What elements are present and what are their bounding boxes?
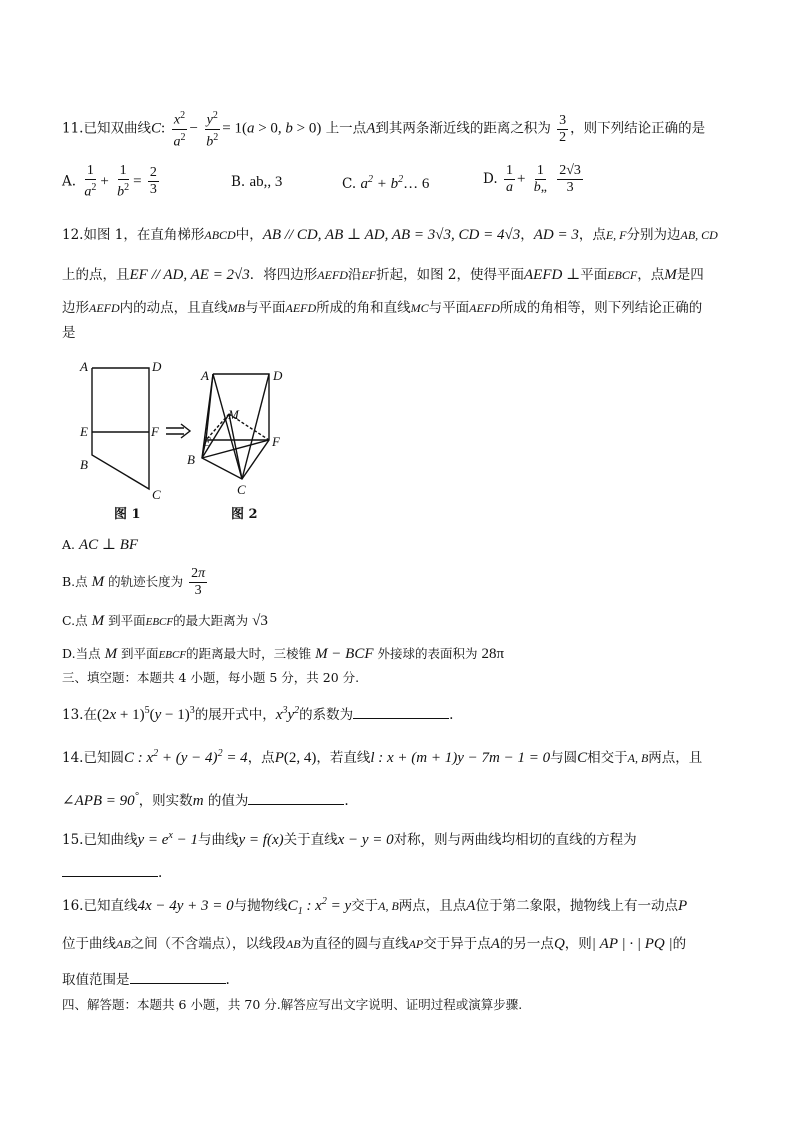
fig1-label-d: D [152,359,162,374]
q15-answer-blank[interactable] [62,862,158,877]
fig2-label-d: D [273,368,283,383]
q15-line2: . [62,862,162,883]
q12-line2: 上的点，且EF // AD, AE = 2√3．将四边形AEFD沿EF折起，如图 2，使得平面AEFD ⊥平面EBCF，点M是四 [62,267,704,283]
fig2-label-c: C [237,482,246,497]
q11-stem: 11.已知双曲线C: $\frac{x^2}{a^2}$ − $\frac{y^2}{b^2}$ = 1(a > 0, b > 0) 上一点A到其两条渐近线的距离之积为 $\frac{3}{2}$ ，则下列结论正确的是 [62,110,706,150]
fig1-label-e: E [80,424,88,439]
q12-option-d: D.当点 M 到平面EBCF的距离最大时，三棱锥 M − BCF 外接球的表面积为 28π [62,646,505,662]
section-4-heading: 四、解答题：本题共 6 小题，共 70 分.解答应写出文字说明、证明过程或演算步骤. [62,997,523,1012]
fig1-label-c: C [152,487,161,502]
q12-figure [74,356,294,526]
q14-line1: 14.已知圆C : $x^2 + (y - 4)^2 = 4$，点P(2, 4)，若直线l : x + (m + 1)y − 7m − 1 = 0与圆C相交于A, B两点，且 [62,748,703,766]
q12-option-b: B.点 M 的轨迹长度为 $\frac{2\pi}{3}$ [62,566,206,598]
q14-answer-blank[interactable] [248,790,344,805]
fig1-label-a: A [80,359,88,374]
fig2-dc [242,374,269,479]
q13-answer-blank[interactable] [353,704,449,719]
q12-option-c: C.点 M 到平面EBCF的最大距离为 √3 [62,613,268,629]
fold-arrow-icon [166,424,190,438]
q12-line3: 边形AEFD内的动点，且直线MB与平面AEFD所成的角和直线MC与平面AEFD所成的角相等，则下列结论正确的 [62,300,703,316]
fig1-label-f: F [151,424,159,439]
q11-option-b: B. ab,, 3 [231,174,283,190]
q14-line2: ∠APB = 90°，则实数m 的值为 . [62,791,349,809]
fig2-label-a: A [201,368,209,383]
q11-option-c: C. $a^2$ + $b^2\dots$ 6 [342,174,430,192]
section-3-heading: 三、填空题：本题共 4 小题，每小题 5 分，共 20 分. [62,670,360,685]
q16-line3: 取值范围是 . [62,969,230,990]
q15-line1: 15.已知曲线$y = e^x - 1$与曲线y = f(x)关于直线x − y = 0对称，则与两曲线均相切的直线的方程为 [62,830,637,848]
q16-answer-blank[interactable] [130,969,226,984]
fig2-label-b: B [187,452,195,467]
fig2-label-f: F [272,434,280,449]
q11-option-a: A. $\frac{1}{a^2}$ + $\frac{1}{b^2}$ = $\frac{2}{3}$ [62,163,157,200]
q13: 13.在$(2x + 1)^5(y - 1)^3$的展开式中，$x^3y^2$的系数为 . [62,705,454,723]
q16-line1: 16.已知直线4x − 4y + 3 = 0与抛物线$C_1$ : $x^2 = y$交于A, B两点，且点A位于第二象限，抛物线上有一动点P [62,896,688,917]
fig2-label-m: M [228,407,239,422]
fig2-label-e: E [203,434,211,449]
fig2-caption: 图 2 [231,507,258,522]
q12-option-a: A. AC ⊥ BF [62,537,139,553]
fig2-outline [202,374,269,479]
q11-option-d: D. $\frac{1}{a}$ + $\frac{1}{b„}$ $\frac{2√3}{3}$ [483,163,581,195]
q12-line1: 12.如图 1，在直角梯形ABCD中，AB // CD, AB ⊥ AD, AB = 3√3, CD = 4√3，AD = 3，点E, F分别为边AB, CD [62,227,718,243]
q16-line2: 位于曲线AB之间（不含端点），以线段AB为直径的圆与直线AP交于异于点A的另一点Q，则| AP | · | PQ |的 [62,936,687,952]
fig1-trapezoid [92,368,149,489]
fig2-ae [206,374,213,440]
fig1-caption: 图 1 [114,507,141,522]
fig2-mc [229,414,242,479]
q12-line4: 是 [62,325,76,341]
fig1-label-b: B [80,457,88,472]
